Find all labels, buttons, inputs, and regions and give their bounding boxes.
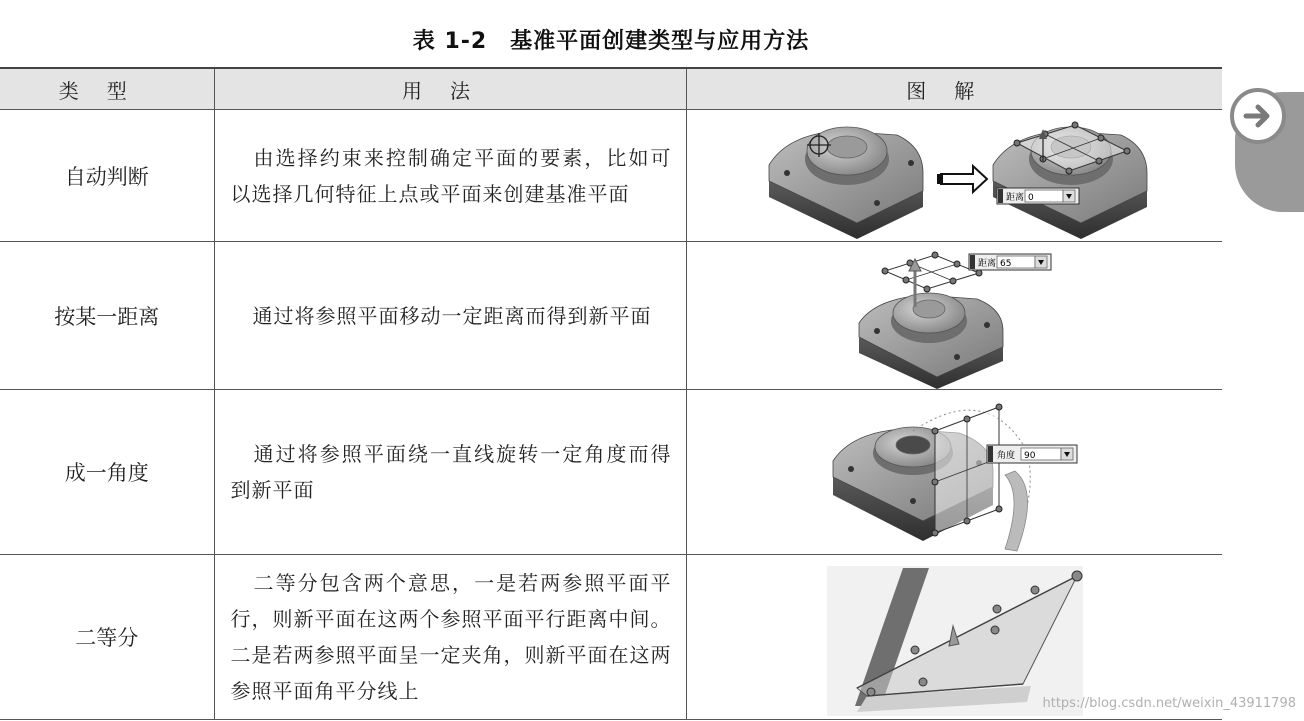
figure-cell [686,110,1222,242]
usage-text: 由选择约束来控制确定平面的要素，比如可以选择几何特征上点或平面来创建基准平面 [230,145,672,206]
table-row [0,110,1222,242]
offset-plane-figure [687,243,1223,389]
distance-field-label: 距离 [1005,192,1024,203]
table-row [0,242,1222,390]
next-page-button[interactable] [1230,88,1286,144]
usage-cell [214,555,686,720]
part-model-left [769,127,923,239]
header-type: 类型 [0,68,214,110]
distance-field-label: 距离 [977,258,996,269]
bisector-plane-figure [687,556,1223,719]
type-cell: 成一角度 [0,390,214,555]
header-figure: 图解 [686,68,1222,110]
header-usage: 用法 [214,68,686,110]
table-title: 表 1-2 基准平面创建类型与应用方法 [412,29,810,54]
distance-field-value: 65 [999,258,1011,269]
part-model-right [993,122,1147,239]
type-cell: 自动判断 [0,110,214,242]
part-model [859,293,1003,389]
usage-text: 通过将参照平面移动一定距离而得到新平面 [252,303,652,328]
table-row [0,555,1222,720]
inferred-plane-figure [687,111,1223,241]
usage-text: 二等分包含两个意思，一是若两参照平面平行，则新平面在这两个参照平面平行距离中间。二是若两参照平面呈一定夹角，则新平面在这两参照平面角平分线上 [230,571,672,703]
watermark: https://blog.csdn.net/weixin_43911798 [1042,696,1296,711]
datum-plane-table [0,67,1222,720]
distance-field[interactable] [997,188,1079,204]
angle-field-value: 90 [1023,450,1035,461]
type-cell: 二等分 [0,555,214,720]
distance-field-value: 0 [1027,192,1034,203]
angle-field-label: 角度 [996,450,1015,461]
distance-field[interactable] [969,254,1051,270]
datum-plane-preview [932,404,1002,536]
arrow-right-circle-icon [1240,98,1276,134]
figure-cell [686,242,1222,390]
table-row [0,390,1222,555]
transition-arrow-icon [937,166,987,192]
usage-cell [214,242,686,390]
figure-cell [686,555,1222,720]
usage-text: 通过将参照平面绕一直线旋转一定角度而得到新平面 [230,442,672,502]
angle-plane-figure [687,391,1223,554]
table-header-row [0,68,1222,110]
type-cell: 按某一距离 [0,242,214,390]
figure-cell [686,390,1222,555]
angle-field[interactable] [987,445,1077,463]
usage-cell [214,110,686,242]
usage-cell [214,390,686,555]
